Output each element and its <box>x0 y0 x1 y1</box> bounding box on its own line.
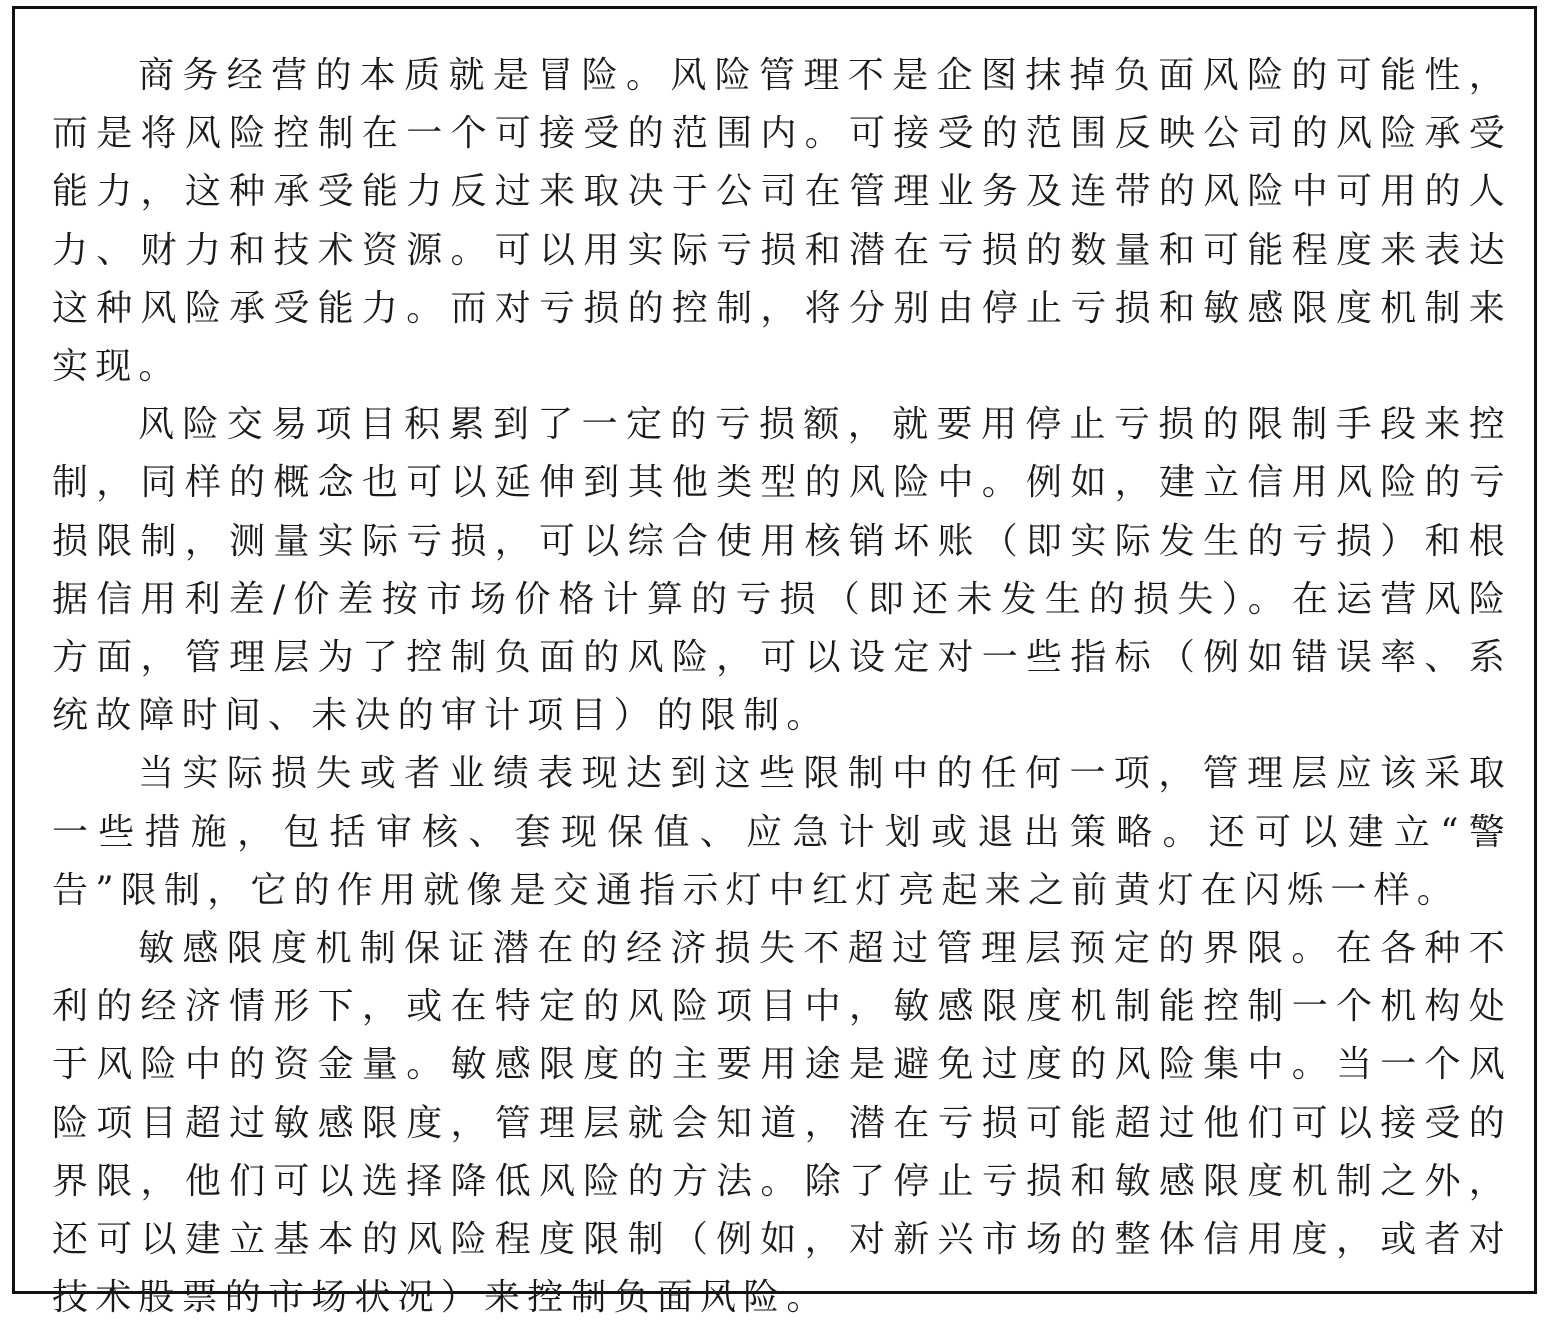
paragraph-2: 风险交易项目积累到了一定的亏损额，就要用停止亏损的限制手段来控制，同样的概念也可以延伸到其他类型的风险中。例如，建立信用风险的亏损限制，测量实际亏损，可以综合使用核销坏账（即实际发生的亏损）和根据信用利差/价差按市场价格计算的亏损（即还未发生的损失）。在运营风险方面，管理层为了控制负面的风险，可以设定对一些指标（例如错误率、系统故障时间、未决的审计项目）的限制。 <box>52 404 1512 737</box>
document-body <box>52 47 1512 1327</box>
paragraph-3: 当实际损失或者业绩表现达到这些限制中的任何一项，管理层应该采取一些措施，包括审核、套现保值、应急计划或退出策略。还可以建立“警告”限制，它的作用就像是交通指示灯中红灯亮起来之前黄灯在闪烁一样。 <box>52 753 1512 911</box>
paragraph-1: 商务经营的本质就是冒险。风险管理不是企图抹掉负面风险的可能性，而是将风险控制在一个可接受的范围内。可接受的范围反映公司的风险承受能力，这种承受能力反过来取决于公司在管理业务及连带的风险中可用的人力、财力和技术资源。可以用实际亏损和潜在亏损的数量和可能程度来表达这种风险承受能力。而对亏损的控制，将分别由停止亏损和敏感限度机制来实现。 <box>52 55 1512 388</box>
document-frame <box>12 6 1537 1319</box>
paragraph-4: 敏感限度机制保证潜在的经济损失不超过管理层预定的界限。在各种不利的经济情形下，或在特定的风险项目中，敏感限度机制能控制一个机构处于风险中的资金量。敏感限度的主要用途是避免过度的风险集中。当一个风险项目超过敏感限度，管理层就会知道，潜在亏损可能超过他们可以接受的界限，他们可以选择降低风险的方法。除了停止亏损和敏感限度机制之外，还可以建立基本的风险程度限制（例如，对新兴市场的整体信用度，或者对技术股票的市场状况）来控制负面风险。 <box>52 928 1512 1319</box>
